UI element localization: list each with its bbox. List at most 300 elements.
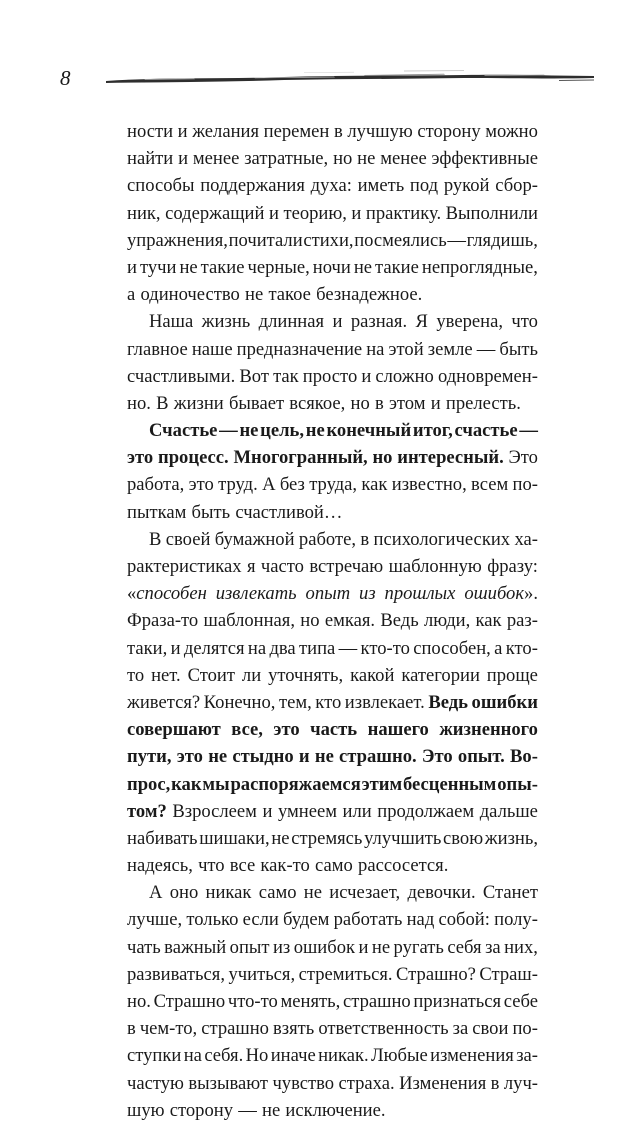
word: изменения: [430, 1045, 514, 1067]
text-line: [127, 1015, 538, 1042]
word: и: [268, 202, 279, 224]
word: какой: [350, 664, 395, 686]
word: за-: [516, 1045, 538, 1067]
word: продолжаем: [377, 800, 475, 822]
word: уточнять,: [268, 664, 344, 686]
word: не: [208, 746, 228, 768]
word: рассосется.: [358, 855, 449, 877]
word: на: [183, 1045, 202, 1067]
word: в: [490, 1072, 500, 1094]
page-number: 8: [60, 66, 71, 90]
word: это: [188, 474, 214, 496]
word: улучшить: [364, 827, 442, 849]
word: шаблонная,: [203, 610, 295, 632]
word: в: [333, 121, 343, 142]
word: рукой: [443, 175, 490, 197]
text-line: [127, 825, 538, 852]
word: итог,: [412, 420, 453, 442]
word: а: [127, 284, 136, 306]
word: быть: [499, 338, 538, 360]
word: нашего: [367, 719, 429, 741]
word: просто: [302, 365, 358, 387]
text-line: [127, 635, 538, 662]
word: известно,: [391, 474, 467, 496]
word: важный: [164, 936, 227, 958]
text-line: [127, 961, 538, 988]
word: цель,: [260, 420, 305, 442]
text-line: [127, 1070, 538, 1097]
word: нет.: [151, 664, 181, 686]
word: шишаки,: [199, 827, 270, 849]
word: В: [156, 392, 169, 414]
word: не: [357, 148, 376, 170]
word: работать: [333, 909, 403, 931]
word: прос,: [127, 773, 171, 795]
word: ли: [241, 664, 262, 686]
word: раз-: [506, 610, 538, 632]
text-line: [127, 1097, 538, 1124]
word: что: [198, 855, 225, 877]
word: стремясь: [291, 827, 363, 849]
word: жизнь: [201, 311, 251, 333]
word: извлекать: [215, 583, 297, 605]
text-line: [127, 662, 538, 689]
word: кто-то: [360, 637, 410, 659]
word: это: [127, 447, 154, 469]
word: страшно: [342, 991, 411, 1012]
word: и: [298, 746, 310, 768]
word: эффективные: [431, 148, 538, 170]
word: часто: [260, 556, 304, 577]
word: Стоит: [187, 664, 236, 686]
word: сбор-: [495, 175, 538, 197]
word: этой: [388, 338, 424, 360]
word: все: [229, 855, 256, 877]
word: уверена,: [436, 311, 503, 333]
word: прошлых: [384, 583, 456, 605]
word: предназначение: [236, 338, 363, 360]
word: оно: [169, 882, 199, 904]
word: исключение.: [285, 1099, 386, 1121]
word: и: [358, 936, 369, 958]
word: чать: [127, 936, 161, 958]
word: —: [447, 229, 466, 251]
word: Станет: [482, 882, 538, 904]
word: страшно.: [339, 746, 417, 768]
word: пыткам: [127, 501, 187, 523]
word: главное: [127, 338, 188, 360]
word: конечный: [326, 420, 412, 442]
word: длинная: [258, 311, 325, 333]
word: опыт: [229, 936, 270, 958]
word: счастливой…: [235, 501, 343, 523]
word: себя: [447, 936, 482, 958]
word: взять: [273, 1018, 315, 1040]
word: страха.: [338, 1072, 395, 1094]
word: но: [372, 447, 393, 469]
word: затратные,: [244, 148, 329, 170]
word: ступки: [127, 1045, 182, 1067]
word: Во-: [510, 746, 538, 768]
word: учиться,: [228, 963, 296, 985]
word: не: [353, 256, 373, 278]
word: почитали: [228, 229, 303, 251]
word: всем: [471, 474, 509, 496]
word: и: [332, 311, 343, 333]
word: ответственность: [318, 1018, 449, 1040]
word: стыдно: [232, 746, 294, 768]
word: этим: [361, 773, 403, 795]
text-line: [127, 308, 538, 335]
word: Многогранный,: [233, 447, 368, 469]
word: своей: [165, 528, 211, 550]
word: Фраза-то: [127, 610, 199, 632]
word: как: [171, 773, 202, 795]
text-line: [127, 988, 538, 1015]
word: такие: [375, 256, 419, 278]
word: не: [314, 746, 334, 768]
word: кто-: [505, 637, 538, 659]
text-line: [127, 254, 538, 281]
word: жизнь,: [484, 827, 538, 849]
word: категории: [401, 664, 480, 686]
word: совершают: [127, 719, 221, 741]
word: под: [409, 175, 439, 197]
word: сторону: [169, 1099, 233, 1121]
word: посмеялись: [354, 229, 447, 251]
word: кто: [315, 691, 342, 713]
text-line: [127, 172, 538, 199]
word: иначе: [270, 1045, 316, 1067]
word: В: [149, 528, 162, 550]
word: в: [360, 528, 370, 550]
word: частую: [127, 1072, 184, 1094]
word: безнадежное.: [316, 284, 423, 306]
word: страшно: [201, 1018, 269, 1040]
decorative-brush-rule: [104, 68, 596, 86]
word: так: [273, 365, 299, 387]
word: процесс.: [158, 447, 229, 469]
word: будем: [283, 909, 330, 931]
word: бесценным: [402, 773, 497, 795]
word: работа,: [127, 474, 185, 496]
word: Ведь: [428, 691, 468, 713]
word: труда,: [309, 474, 358, 496]
word: это: [273, 719, 300, 741]
word: на: [247, 637, 267, 659]
word: не: [303, 882, 323, 904]
word: все,: [231, 719, 263, 741]
word: распоряжаемся: [230, 773, 361, 795]
word: и: [127, 256, 137, 278]
word: но: [333, 148, 353, 170]
word: проще: [486, 664, 538, 686]
word: в: [374, 392, 384, 414]
word: тем,: [278, 691, 312, 713]
text-line: [127, 689, 538, 716]
word: Я: [415, 311, 428, 333]
word: менее: [192, 148, 240, 170]
word: и: [177, 121, 188, 142]
word: такое: [268, 284, 311, 306]
word: поддержания: [200, 175, 305, 197]
word: содержащий: [165, 202, 265, 224]
word: лучшую: [347, 121, 413, 142]
word: девочки.: [407, 882, 476, 904]
word: из: [359, 583, 376, 605]
word: разная.: [350, 311, 408, 333]
word: —: [238, 1099, 257, 1121]
word: Изменения: [399, 1072, 487, 1094]
text-line: [127, 716, 538, 743]
text-line: [127, 336, 538, 363]
word: Страшно: [153, 991, 226, 1012]
word: Страшно?: [396, 963, 476, 985]
word: не: [305, 420, 325, 442]
word: люди,: [423, 610, 471, 632]
word: само: [315, 855, 353, 877]
word: «способен: [127, 583, 207, 605]
word: упражнения,: [127, 229, 228, 251]
word: что-то: [227, 991, 278, 1012]
word: рактеристиках: [127, 556, 242, 577]
text-line: [127, 607, 538, 634]
word: А: [262, 474, 276, 496]
word: встречаю: [309, 556, 384, 577]
word: типа: [299, 637, 336, 659]
text-line: [127, 118, 538, 145]
word: практику.: [365, 202, 442, 224]
word: только: [186, 909, 239, 931]
word: земле: [427, 338, 473, 360]
text-line: [127, 798, 538, 825]
word: полу-: [494, 909, 538, 931]
text-line: [127, 390, 538, 417]
text-line: [127, 771, 538, 798]
word: пути,: [127, 746, 172, 768]
word: лучше,: [127, 909, 183, 931]
word: всякое,: [289, 392, 346, 414]
text-line: [127, 200, 538, 227]
word: развиваться,: [127, 963, 225, 985]
word: опыт: [305, 583, 351, 605]
word: надеясь,: [127, 855, 193, 877]
word: по-: [512, 1018, 538, 1040]
word: глядишь,: [466, 229, 538, 251]
word: но.: [127, 991, 151, 1012]
word: черные,: [247, 256, 310, 278]
word: менять,: [280, 991, 341, 1012]
word: как: [475, 610, 502, 632]
word: свои: [472, 1018, 509, 1040]
word: ругать: [393, 936, 444, 958]
word: два: [269, 637, 296, 659]
body-text: [127, 118, 538, 1124]
word: этом: [388, 392, 426, 414]
word: жизни: [173, 392, 224, 414]
word: исчезает,: [329, 882, 401, 904]
word: счастливыми.: [127, 365, 236, 387]
text-line: [127, 471, 538, 498]
word: как: [361, 474, 388, 496]
word: чувство: [272, 1072, 335, 1094]
word: одновремен-: [437, 365, 538, 387]
text-line: [127, 553, 538, 580]
text-line: [127, 526, 538, 553]
word: бумажной: [214, 528, 295, 550]
word: способы: [127, 175, 195, 197]
word: над: [406, 909, 435, 931]
word: жизненного: [439, 719, 538, 741]
word: шую: [127, 1099, 165, 1121]
word: шаблонную: [388, 556, 482, 577]
word: менее: [380, 148, 427, 170]
word: таки,: [127, 637, 168, 659]
word: вызывают: [188, 1072, 269, 1094]
word: непроглядные,: [421, 256, 538, 278]
text-line: [127, 852, 538, 879]
text-line: [127, 444, 538, 471]
word: не: [262, 1099, 281, 1121]
word: Счастье: [149, 420, 218, 442]
word: в: [127, 1018, 136, 1040]
word: ошибок: [293, 936, 356, 958]
word: наше: [191, 338, 233, 360]
word: как-то: [260, 855, 310, 877]
word: Взрослеем: [172, 800, 257, 822]
word: живется?: [127, 691, 201, 713]
word: желания: [192, 121, 260, 142]
word: ночи: [312, 256, 351, 278]
word: делятся: [183, 637, 245, 659]
text-line: [127, 580, 538, 607]
word: не: [239, 420, 259, 442]
word: Это: [508, 447, 538, 469]
word: можно: [485, 121, 538, 142]
word: —: [219, 420, 238, 442]
word: но.: [127, 392, 151, 414]
text-line: [127, 879, 538, 906]
word: одиночество: [140, 284, 240, 306]
word: способен,: [413, 637, 491, 659]
word: за: [485, 936, 501, 958]
word: это: [176, 746, 203, 768]
word: работе,: [298, 528, 357, 550]
word: то: [127, 664, 145, 686]
word: ности: [127, 121, 174, 142]
word: но: [350, 392, 370, 414]
word: собой:: [438, 909, 490, 931]
word: труд.: [218, 474, 258, 496]
word: быть: [191, 501, 231, 523]
word: опы-: [497, 773, 538, 795]
word: никак.: [318, 1045, 369, 1067]
word: и: [262, 800, 273, 822]
word: духа:: [310, 175, 352, 197]
word: Конечно,: [203, 691, 276, 713]
word: извлекает.: [344, 691, 425, 713]
word: признаться: [413, 991, 502, 1012]
word: —: [519, 420, 538, 442]
word: не: [371, 936, 391, 958]
text-line: [127, 363, 538, 390]
text-line: [127, 499, 538, 526]
text-line: [127, 934, 538, 961]
word: Любые: [371, 1045, 428, 1067]
word: свою: [443, 827, 484, 849]
word: из: [272, 936, 291, 958]
word: само: [258, 882, 297, 904]
word: емкая.: [324, 610, 376, 632]
word: ха-: [514, 528, 538, 550]
word: перемен: [263, 121, 330, 142]
text-line: [127, 743, 538, 770]
word: что: [511, 311, 538, 333]
word: опыт.: [457, 746, 505, 768]
word: не: [245, 284, 264, 306]
word: и: [361, 365, 372, 387]
word: без: [279, 474, 305, 496]
word: по-: [512, 474, 538, 496]
word: и: [351, 202, 362, 224]
text-line: [127, 906, 538, 933]
word: сторону: [417, 121, 481, 142]
word: счастье: [454, 420, 518, 442]
word: стихи,: [303, 229, 354, 251]
word: или: [342, 800, 372, 822]
word: фразу:: [487, 556, 538, 577]
word: такие: [200, 256, 245, 278]
word: себя.: [204, 1045, 244, 1067]
word: ник,: [127, 202, 161, 224]
text-line: [127, 145, 538, 172]
word: и: [178, 148, 189, 170]
word: я: [246, 556, 256, 577]
word: Ведь: [380, 610, 419, 632]
text-line: [127, 281, 538, 308]
word: Это: [421, 746, 453, 768]
word: сложно: [375, 365, 434, 387]
word: бывает: [228, 392, 285, 414]
word: них,: [504, 936, 538, 958]
word: А: [149, 882, 163, 904]
word: часть: [310, 719, 358, 741]
word: Наша: [149, 311, 194, 333]
word: чем-то,: [139, 1018, 198, 1040]
word: стремиться.: [298, 963, 393, 985]
word: мы: [202, 773, 230, 795]
word: луч-: [503, 1072, 538, 1094]
word: иметь: [357, 175, 405, 197]
word: том?: [127, 800, 167, 822]
word: если: [242, 909, 279, 931]
word: за: [452, 1018, 469, 1040]
word: но: [300, 610, 320, 632]
text-line: [127, 417, 538, 444]
word: психологических: [373, 528, 511, 550]
word: интересный.: [397, 447, 504, 469]
word: найти: [127, 148, 174, 170]
word: набивать: [127, 827, 198, 849]
word: и: [430, 392, 441, 414]
word: ошибки: [471, 691, 538, 713]
word: ошибок».: [464, 583, 538, 605]
word: тучи: [139, 256, 177, 278]
text-line: [127, 227, 538, 254]
word: не: [271, 827, 290, 849]
word: а: [494, 637, 503, 659]
text-line: [127, 1042, 538, 1069]
